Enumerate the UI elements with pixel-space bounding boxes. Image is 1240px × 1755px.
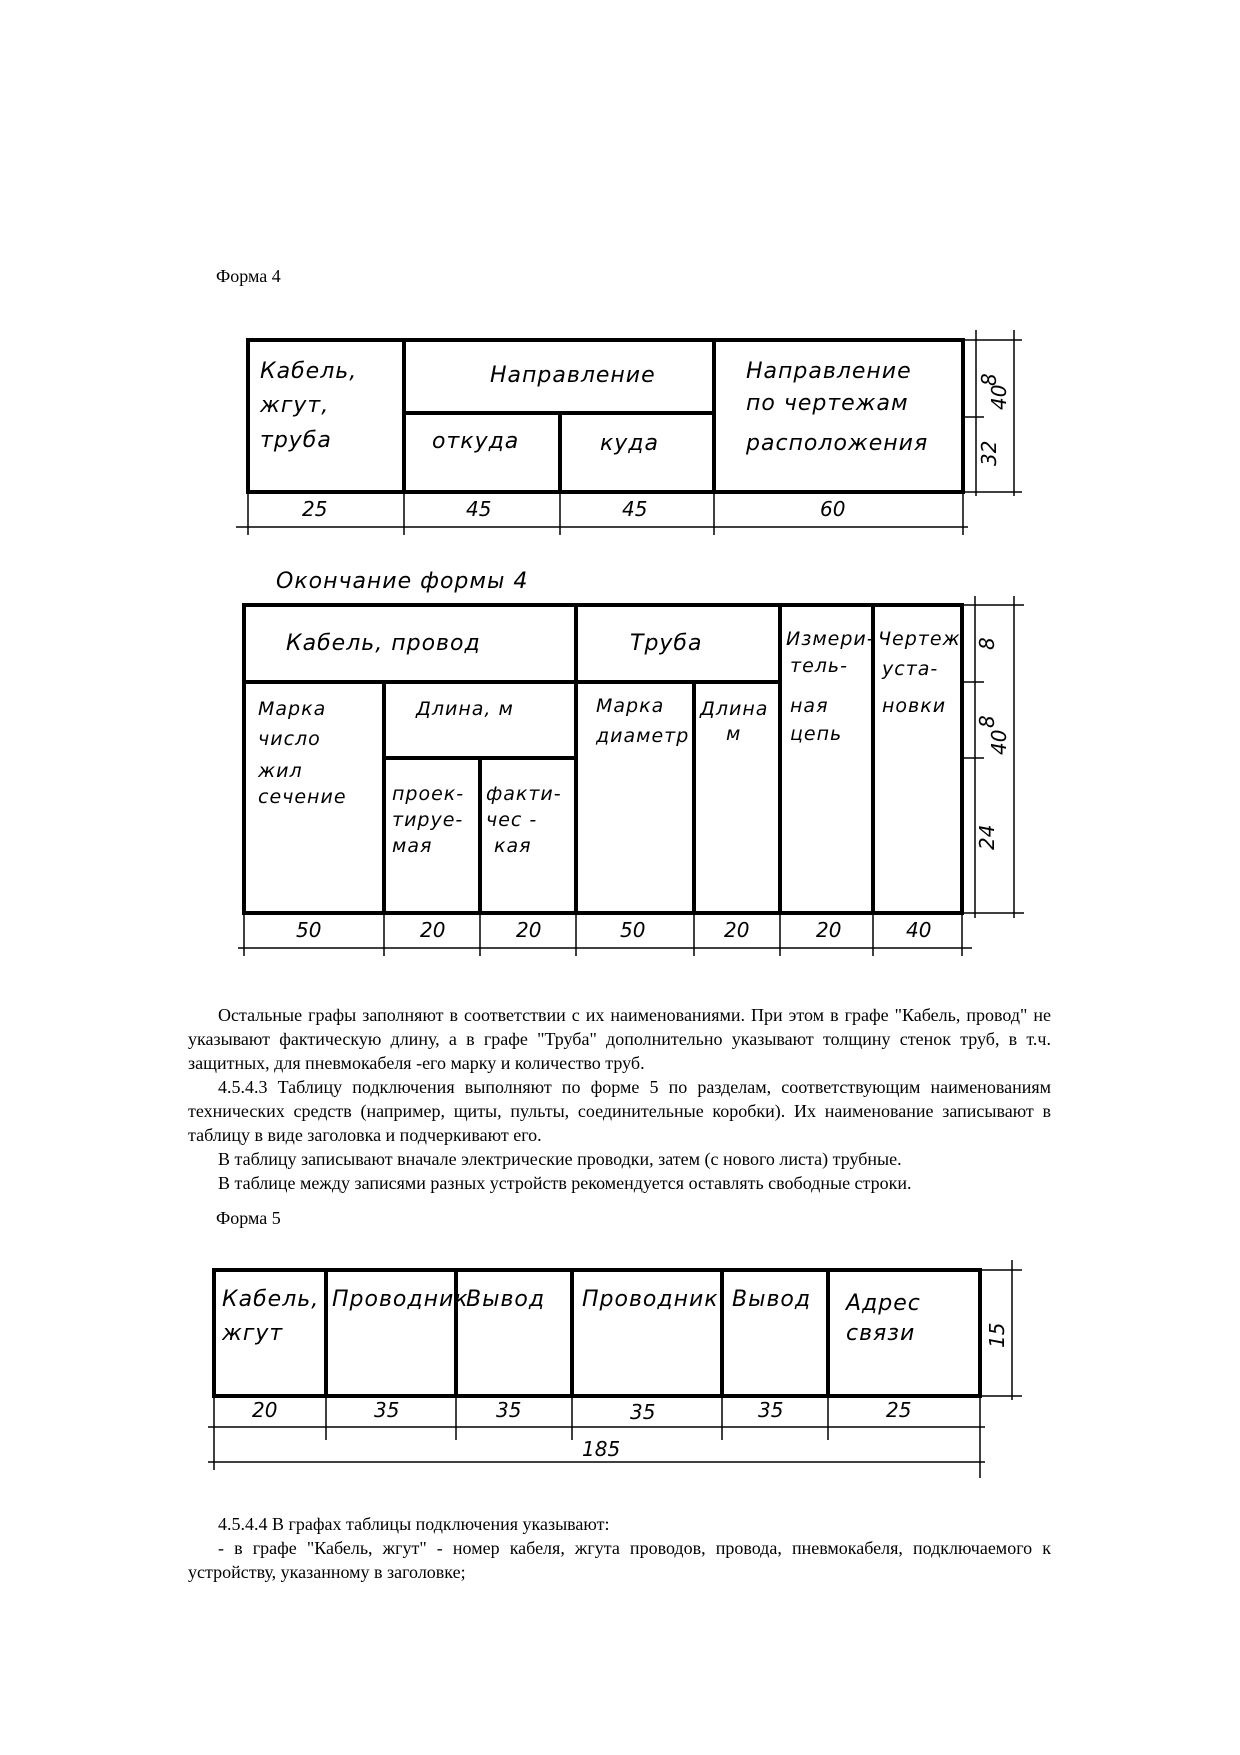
f5-output-2: Вывод — [732, 1287, 812, 1312]
f5-conductor-1: Проводник — [332, 1287, 469, 1312]
f4e-height-1: 8 — [975, 637, 999, 650]
f4e-actual-1: факти- — [486, 783, 562, 805]
body-text-2 — [188, 1512, 1051, 1584]
f4e-meas-3: ная — [790, 695, 829, 717]
f5-width-2: 35 — [374, 1398, 400, 1422]
f4e-length: Длина, м — [416, 698, 514, 720]
f4-width-2: 45 — [466, 497, 492, 521]
f4-width-3: 45 — [622, 497, 648, 521]
f4e-plength-2: м — [726, 723, 742, 745]
f4-end-caption: Окончание формы 4 — [276, 569, 529, 594]
f4-drawing-line1: Направление — [746, 359, 912, 384]
form4-label: Форма 4 — [216, 266, 281, 286]
f5-width-4: 35 — [630, 1400, 656, 1424]
f4e-plength-1: Длина — [700, 698, 769, 720]
f4e-meas-1: Измери- — [786, 628, 875, 650]
f4-from: откуда — [432, 429, 520, 454]
f4e-height-4: 40 — [987, 729, 1011, 755]
f4e-mark-1: Марка — [258, 698, 327, 720]
f5-width-5: 35 — [758, 1398, 784, 1422]
f4e-width-2: 20 — [420, 918, 446, 942]
f4e-width-3: 20 — [516, 918, 542, 942]
f5-height: 15 — [985, 1322, 1009, 1348]
f4-width-1: 25 — [302, 497, 328, 521]
f4e-width-5: 20 — [724, 918, 750, 942]
f4e-actual-2: чес - — [486, 809, 538, 831]
f4e-meas-4: цепь — [790, 723, 843, 745]
f5-output-1: Вывод — [466, 1287, 546, 1312]
f4-cable-line1: Кабель, — [260, 359, 358, 384]
f4-drawing-line2: по чертежам — [746, 391, 909, 416]
paragraph: 4.5.4.4 В графах таблицы подключения указывают: — [218, 1514, 610, 1534]
f4e-actual-3: кая — [494, 835, 532, 857]
f5-address-1: Адрес — [846, 1291, 921, 1316]
f4e-designed-2: тируе- — [392, 809, 464, 831]
paragraph: 4.5.4.3 Таблицу подключения выполняют по форме 5 по разделам, соответствующим наименованиям технических средств (например, щиты, пульты, соединительные коробки). Их наименование записывают в таблицу в виде заголовка и подчеркивают его. — [188, 1077, 1051, 1145]
f4-cable-line3: труба — [260, 428, 332, 453]
f4e-inst-3: новки — [882, 695, 947, 717]
f4e-inst-1: Чертеж — [878, 628, 961, 650]
paragraph: В таблице между записями разных устройств рекомендуется оставлять свободные строки. — [218, 1173, 912, 1193]
f4e-width-6: 20 — [816, 918, 842, 942]
f4-height-2: 32 — [977, 440, 1001, 466]
f4e-height-3: 24 — [975, 824, 999, 850]
f4e-meas-2: тель- — [790, 655, 848, 677]
paragraph: - в графе "Кабель, жгут" - номер кабеля, жгута проводов, провода, пневмокабеля, подключаемого к устройству, указанному в заголовке; — [188, 1538, 1051, 1582]
f4-direction: Направление — [490, 363, 656, 388]
f4e-markdiam-2: диаметр — [596, 725, 690, 747]
f5-address-2: связи — [846, 1321, 916, 1346]
f4e-mark-4: сечение — [258, 786, 347, 808]
f4e-designed-3: мая — [392, 835, 433, 857]
f4-to: куда — [600, 431, 659, 456]
f4e-mark-2: число — [258, 728, 321, 750]
f4-cable-line2: жгут, — [260, 393, 330, 418]
f4e-height-2: 8 — [975, 715, 999, 728]
f4-height-3: 40 — [987, 384, 1011, 410]
f4e-cable-wire: Кабель, провод — [286, 631, 481, 656]
f4e-width-1: 50 — [296, 918, 322, 942]
f4-width-4: 60 — [820, 497, 846, 521]
f5-width-6: 25 — [886, 1398, 912, 1422]
f5-width-1: 20 — [252, 1398, 278, 1422]
paragraph: В таблицу записывают вначале электрические проводки, затем (с нового листа) трубные. — [218, 1149, 902, 1169]
f4e-width-4: 50 — [620, 918, 646, 942]
f5-width-3: 35 — [496, 1398, 522, 1422]
f4e-inst-2: уста- — [882, 658, 939, 680]
f4e-mark-3: жил — [258, 760, 303, 782]
f5-conductor-2: Проводник — [582, 1287, 719, 1312]
form5-label: Форма 5 — [216, 1208, 281, 1228]
f4-drawing-line3: расположения — [746, 431, 929, 456]
f4e-pipe: Труба — [630, 631, 703, 656]
f4e-markdiam-1: Марка — [596, 695, 665, 717]
f5-cable-line1: Кабель, — [222, 1287, 320, 1312]
f4e-width-7: 40 — [906, 918, 932, 942]
paragraph: Остальные графы заполняют в соответствии с их наименованиями. При этом в графе "Кабель, провод" не указывают фактическую длину, а в графе "Труба" дополнительно указывают толщину стенок труб, в т.ч. защитных, для пневмокабеля -его марку и количество труб. — [188, 1005, 1051, 1073]
f4-height-1: 8 — [977, 373, 1001, 386]
f5-cable-line2: жгут — [222, 1321, 284, 1346]
f4e-designed-1: проек- — [392, 783, 465, 805]
f5-total: 185 — [582, 1437, 621, 1461]
